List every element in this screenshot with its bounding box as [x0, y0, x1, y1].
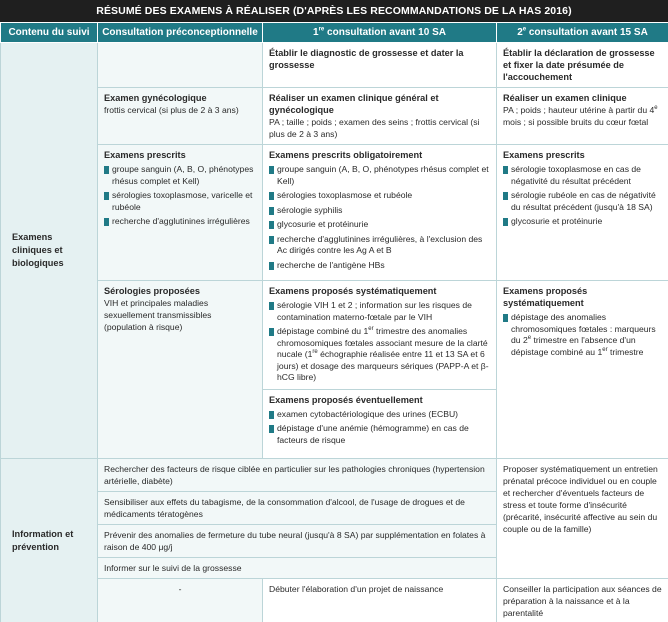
- table-row: [1, 281, 668, 459]
- list: [104, 164, 256, 228]
- cell-exams-proposes-2: Examens proposés systématiquement dépistage des anomalies chromosomiques fœtales : marqueurs du 2e trimestre en l'absence d'un dépistage combiné au 1er trimestre: [497, 281, 668, 459]
- list-item: dépistage d'une anémie (hémogramme) en cas de facteurs de risque: [269, 423, 490, 446]
- table-row: [1, 88, 668, 145]
- section-info-label: Information et prévention: [1, 459, 98, 622]
- list-item: sérologies toxoplasmose, varicelle et rubéole: [104, 190, 256, 213]
- cell-exams-proposes-1: Examens proposés systématiquement sérologie VIH 1 et 2 ; information sur les risques de contamination materno-fœtale par le VIH dépistage combiné du 1er trimestre des anomalies chromosomiques fœtales associant mesure de la clarté nucale (1re échographie réalisée entre 11 et 13 SA et 6 jours) et dosage des marqueurs sériques (PAPP-A et β-hCG libre) Examens proposés éventuellement examen cytobactériologique des urines (ECBU) dépistage d'une anémie (hémogramme) en cas de facteurs de risque: [263, 281, 497, 459]
- cell-dash: -: [98, 579, 263, 622]
- list-item: sérologie rubéole en cas de négativité du résultat précédent (jusqu'à 18 SA): [503, 190, 662, 213]
- header-preconception: Consultation préconceptionnelle: [98, 23, 263, 43]
- header-row: [1, 23, 668, 43]
- divider: [263, 389, 496, 390]
- list-item: examen cytobactériologique des urines (ECBU): [269, 409, 490, 421]
- table-row: [1, 145, 668, 281]
- list-item: recherche d'agglutinines irrégulières: [104, 216, 256, 228]
- list-item: recherche de l'antigène HBs: [269, 260, 490, 272]
- list-item: groupe sanguin (A, B, O, phénotypes rhésus complet et Kell): [269, 164, 490, 187]
- header-second-consult: 2e consultation avant 15 SA: [497, 23, 668, 43]
- cell-exam-clinique: Réaliser un examen clinique PA ; poids ; hauteur utérine à partir du 4e mois ; si possible bruits du cœur fœtal: [497, 88, 668, 145]
- list-item: sérologie toxoplasmose en cas de négativité du résultat précédent: [503, 164, 662, 187]
- list-item: sérologie VIH 1 et 2 ; information sur les risques de contamination materno-fœtale par le VIH: [269, 300, 490, 323]
- list-item: groupe sanguin (A, B, O, phénotypes rhésus complet et Kell): [104, 164, 256, 187]
- list: [503, 164, 662, 228]
- cell-exam-clinique-general: Réaliser un examen clinique général et gynécologique PA ; taille ; poids ; examen des seins ; frottis cervical (si plus de 2 à 3 ans): [263, 88, 497, 145]
- cell-declaration: Établir la déclaration de grossesse et fixer la date présumée de l'accouchement: [497, 43, 668, 88]
- table-row: [1, 43, 668, 88]
- list: [269, 409, 490, 447]
- list: [269, 300, 490, 384]
- list-item: dépistage combiné du 1er trimestre des anomalies chromosomiques fœtales associant mesure de la clarté nucale (1re échographie réalisée entre 11 et 13 SA et 6 jours) et dosage des marqueurs sériques (PAPP-A et β-hCG libre): [269, 326, 490, 384]
- header-first-consult: 1re consultation avant 10 SA: [263, 23, 497, 43]
- list-item: sérologies toxoplasmose et rubéole: [269, 190, 490, 202]
- list-item: glycosurie et protéinurie: [503, 216, 662, 228]
- list-item: glycosurie et protéinurie: [269, 219, 490, 231]
- list: [269, 164, 490, 271]
- header-contenu: Contenu du suivi: [1, 23, 98, 43]
- table-title: RÉSUMÉ DES EXAMENS À RÉALISER (D'APRÈS LES RECOMMANDATIONS DE LA HAS 2016): [0, 0, 668, 22]
- cell-info-risk: Rechercher des facteurs de risque ciblée en particulier sur les pathologies chroniques (hypertension artérielle, diabète): [98, 459, 497, 492]
- cell-serologies-proposees: Sérologies proposées VIH et principales maladies sexuellement transmissibles (population à risque): [98, 281, 263, 459]
- cell-info-folates: Prévenir des anomalies de fermeture du tube neural (jusqu'à 8 SA) par supplémentation en folates à raison de 400 μg/j: [98, 525, 497, 558]
- cell-projet-naissance: Débuter l'élaboration d'un projet de naissance: [263, 579, 497, 622]
- cell-exam-gyneco: Examen gynécologique frottis cervical (si plus de 2 à 3 ans): [98, 88, 263, 145]
- list: [503, 312, 662, 358]
- table-row: [1, 579, 668, 622]
- cell-exams-prescrits-pre: Examens prescrits groupe sanguin (A, B, O, phénotypes rhésus complet et Kell) sérologies toxoplasmose, varicelle et rubéole recherche d'agglutinines irrégulières: [98, 145, 263, 281]
- cell-info-tabac: Sensibiliser aux effets du tabagisme, de la consommation d'alcool, de l'usage de drogues et de médicaments tératogènes: [98, 492, 497, 525]
- table-row: [1, 459, 668, 492]
- list-item: dépistage des anomalies chromosomiques fœtales : marqueurs du 2e trimestre en l'absence d'un dépistage combiné au 1er trimestre: [503, 312, 662, 358]
- cell-empty: [98, 43, 263, 88]
- cell-preparation: Conseiller la participation aux séances de préparation à la naissance et à la parentalité: [497, 579, 668, 622]
- cell-exams-obligatoires: Examens prescrits obligatoirement groupe sanguin (A, B, O, phénotypes rhésus complet et Kell) sérologies toxoplasmose et rubéole sérologie syphilis glycosurie et protéinurie recherche d'agglutinines irrégulières, à l'exclusion des Ac dirigés contre les Ag A et B recherche de l'antigène HBs: [263, 145, 497, 281]
- cell-exams-prescrits-2: Examens prescrits sérologie toxoplasmose en cas de négativité du résultat précédent sérologie rubéole en cas de négativité du résultat précédent (jusqu'à 18 SA) glycosurie et protéinurie: [497, 145, 668, 281]
- cell-entretien-prenatal: Proposer systématiquement un entretien prénatal précoce individuel ou en couple et rechercher d'éventuels facteurs de stress et toute forme d'insécurité (précarité, insécurité affective au sein du couple ou de la famille): [497, 459, 668, 579]
- list-item: recherche d'agglutinines irrégulières, à l'exclusion des Ac dirigés contre les Ag A et B: [269, 234, 490, 257]
- section-exams-label: Examens cliniques et biologiques: [1, 43, 98, 459]
- list-item: sérologie syphilis: [269, 205, 490, 217]
- exams-table: [0, 22, 668, 622]
- cell-info-suivi: Informer sur le suivi de la grossesse: [98, 558, 497, 579]
- cell-diagnostic: Établir le diagnostic de grossesse et dater la grossesse: [263, 43, 497, 88]
